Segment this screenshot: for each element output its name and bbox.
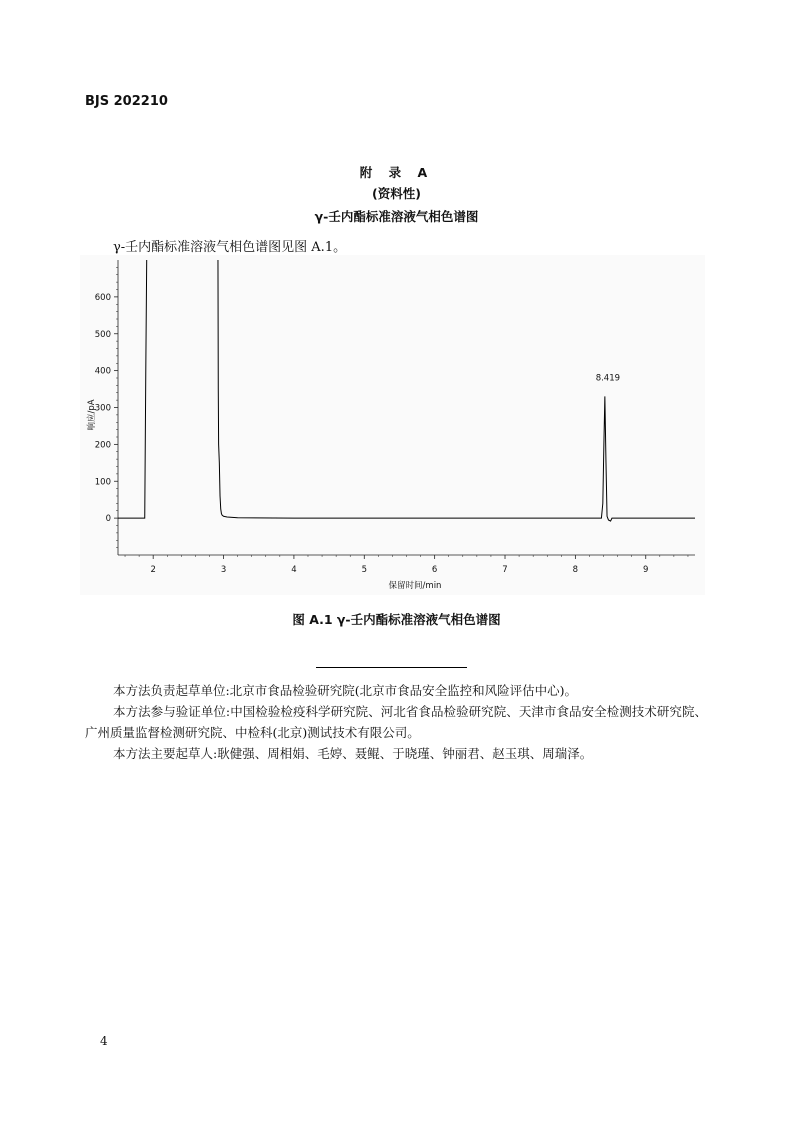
chart-frame: [80, 255, 705, 595]
y-tick-label: 300: [94, 403, 111, 414]
y-tick-label: 100: [94, 477, 111, 488]
peak-label: 8.419: [595, 373, 621, 384]
y-tick-label: 0: [105, 514, 111, 525]
drafters-paragraph: 本方法主要起草人:耿健强、周相娟、毛婷、聂鲲、于晓瑾、钟丽君、赵玉琪、周瑞泽。: [113, 746, 593, 761]
y-tick-label: 400: [94, 366, 111, 377]
x-tick-label: 6: [431, 565, 438, 575]
drafting-unit-paragraph: 本方法负责起草单位:北京市食品检验研究院(北京市食品安全监控和风险评估中心)。: [113, 683, 577, 698]
annex-name: γ-壬内酯标准溶液气相色谱图: [314, 209, 479, 224]
chart-background: [80, 255, 705, 595]
annex-type: (资料性): [372, 186, 421, 201]
chromatogram-chart: [80, 255, 705, 595]
figure-caption: 图 A.1 γ-壬内酯标准溶液气相色谱图: [292, 612, 501, 627]
x-tick-label: 4: [291, 565, 297, 575]
y-tick-label: 200: [94, 440, 111, 451]
x-tick-label: 8: [572, 565, 579, 575]
y-tick-label: 600: [94, 292, 111, 303]
divider-line: [316, 667, 467, 668]
y-tick-label: 500: [94, 329, 111, 340]
validation-unit-paragraph: 本方法参与验证单位:中国检验检疫科学研究院、河北省食品检验研究院、天津市食品安全检测技术研究院、广州质量监督检测研究院、中检科(北京)测试技术有限公司。: [85, 704, 707, 740]
intro-text: γ-壬内酯标准溶液气相色谱图见图 A.1。: [113, 240, 347, 255]
x-tick-label: 3: [220, 565, 227, 575]
x-tick-label: 2: [150, 565, 156, 575]
x-axis-title: 保留时间/min: [388, 581, 442, 591]
x-tick-label: 7: [502, 565, 508, 575]
y-axis-title: 响应/pA: [87, 399, 97, 431]
x-tick-label: 9: [643, 565, 649, 575]
page-number: 4: [100, 1034, 108, 1048]
x-tick-label: 5: [361, 565, 367, 575]
annex-title: 附 录 A: [359, 165, 434, 180]
document-code: BJS 202210: [85, 94, 168, 109]
